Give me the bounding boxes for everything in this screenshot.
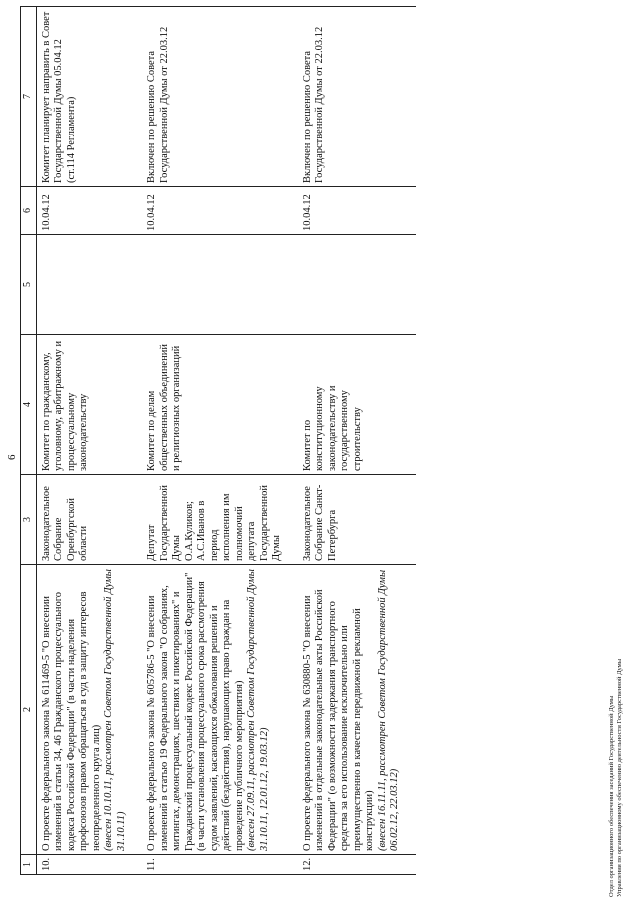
column-header: 3 [21, 475, 37, 565]
bill-title: О проекте федерального закона № 630880-5 "О внесении изменений в отдельные законодательные акты Российской Федерации" (о возможности задержания транспортного средства за его использование исключительно или преимущественно в качестве передвижной рекламной конструкции) [301, 589, 375, 851]
bill-status: Комитет планирует направить в Совет Государственной Думы 05.04.12 (ст.114 Регламента) [36, 7, 142, 187]
bill-status: Включен по решению Совета Государственной Думы от 22.03.12 [298, 7, 416, 187]
page-number: 6 [6, 454, 18, 460]
bill-initiator: Законодательное Собрание Оренбургской области [36, 475, 142, 565]
column-header: 5 [21, 235, 37, 335]
column-header: 4 [21, 335, 37, 475]
column-5-cell [36, 235, 142, 335]
footer-directorate: Управления по организационному обеспечению деятельности Государственной Думы [616, 658, 623, 897]
bill-initiator: Депутат Государственной Думы О.А.Куликов; А.С.Иванов в период исполнения им полномочий депутата Государственной Думы [142, 475, 298, 565]
bill-status: Включен по решению Совета Государственной Думы от 22.03.12 [142, 7, 298, 187]
column-header: 7 [21, 7, 37, 187]
responsible-committee: Комитет по делам общественных объединений и религиозных организаций [142, 335, 298, 475]
bill-title: О проекте федерального закона № 605786-5 "О внесении изменений в статью 19 Федерального закона "О собраниях, митингах, демонстрациях, шествиях и пикетированиях" и Гражданский процессуальный кодекс Российской Федерации" (в части установления процессуального срока рассмотрения судом заявлений, касающихся обжалования решений и действий (бездействия), нарушающих право граждан на проведение публичного мероприятия) [146, 572, 245, 851]
agenda-table [20, 6, 416, 875]
table-row [36, 7, 142, 875]
bill-description [36, 565, 142, 855]
bill-note: (внесен 10.10.11, рассмотрен Советом Государственной Думы 31.10.11) [103, 569, 127, 851]
review-date: 10.04.12 [36, 187, 142, 235]
responsible-committee: Комитет по гражданскому, уголовному, арбитражному и процессуальному законодательству [36, 335, 142, 475]
bill-note: (внесен 27.09.11, рассмотрен Советом Государственной Думы 31.10.11, 12.01.12, 19.03.12) [246, 569, 270, 851]
column-5-cell [142, 235, 298, 335]
review-date: 10.04.12 [298, 187, 416, 235]
bill-description [298, 565, 416, 855]
footer-department: Отдел организационного обеспечения заседаний Государственной Думы [608, 695, 615, 897]
table-header-row [21, 7, 37, 875]
row-number: 10. [36, 855, 142, 875]
bill-title: О проекте федерального закона № 611469-5 "О внесении изменений в статьи 34, 46 Гражданского процессуального кодекса Российской Федерации" (в части наделения профсоюзов правом обращаться в суд в защиту интересов неопределенного круга лиц) [40, 591, 102, 851]
column-header: 2 [21, 565, 37, 855]
row-number: 11. [142, 855, 298, 875]
review-date: 10.04.12 [142, 187, 298, 235]
column-5-cell [298, 235, 416, 335]
bill-initiator: Законодательное Собрание Санкт-Петербурга [298, 475, 416, 565]
column-header: 1 [21, 855, 37, 875]
table-row [298, 7, 416, 875]
table-row [142, 7, 298, 875]
bill-note: (внесен 16.11.11, рассмотрен Советом Государственной Думы 06.02.12, 22.03.12) [376, 569, 400, 851]
column-header: 6 [21, 187, 37, 235]
responsible-committee: Комитет по конституционному законодательству и государственному строительству [298, 335, 416, 475]
row-number: 12. [298, 855, 416, 875]
bill-description [142, 565, 298, 855]
